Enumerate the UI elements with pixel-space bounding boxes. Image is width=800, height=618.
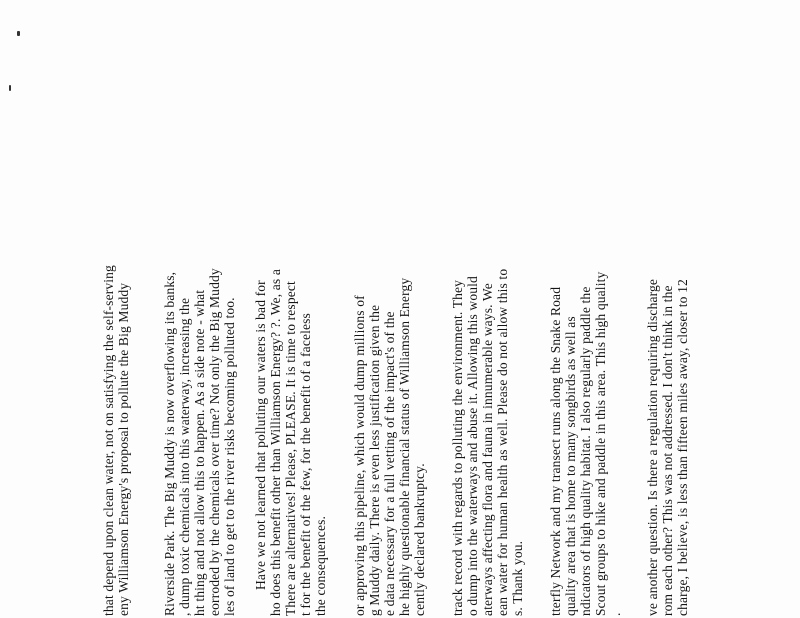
text-line: ho does this benefit other than Williamson Energy? ?. We, as a (268, 269, 283, 616)
text-line: tterfly Network and my transect runs along the Snake Road (548, 286, 563, 616)
text-line: track record with regards to polluting the environment. They (450, 279, 465, 616)
text-line: rom each other? This was not addressed. I don't think in the (660, 285, 675, 616)
text-line: eorroded by the chemicals over time? Not only the Big Muddy (207, 268, 222, 616)
text-line: quality area that is home to many songbirds as well as (563, 316, 578, 616)
scan-speck (9, 85, 11, 91)
text-line: the consequences. (313, 515, 328, 616)
text-line: he highly questionable financial status of Williamson Energy (397, 277, 412, 616)
text-line: , dump toxic chemicals into this waterway, increasing the (177, 297, 192, 616)
text-line: There are alternatives! Please, PLEASE. It is time to respect (283, 281, 298, 616)
text-line: Have we not learned that polluting our waters is bad for (253, 280, 268, 590)
text-line: ndicators of high quality habitat. I also regularly paddle the (578, 286, 593, 616)
text-line: eny Williamson Energy's proposal to pollute the Big Muddy (116, 282, 131, 616)
text-line: or approving this pipeline, which would dump millions of (352, 295, 367, 616)
text-line: e data necessary for a full vetting of the impact's of the (382, 311, 397, 616)
text-line: o dump into the waterways and abuse it. Allowing this would (465, 276, 480, 616)
text-line: Riverside Park. The Big Muddy is now overflowing its banks, (162, 271, 177, 616)
text-line: Scout groups to hike and paddle in this area. This high quality (593, 271, 608, 616)
text-line: aterways affecting flora and fauna in innumerable ways. We (480, 283, 495, 616)
scan-speck (17, 31, 20, 36)
text-line: s. Thank you. (510, 540, 525, 616)
text-line: ht thing and not allow this to happen. As a side note - what (192, 289, 207, 616)
text-line: that depend upon clean water, not on satisfying the self-serving (101, 265, 116, 616)
text-line: cently declared bankruptcy. (412, 463, 427, 616)
text-line: ean water for human health as well. Please do not allow this to (495, 268, 510, 616)
text-line: ve another question. Is there a regulation requiring discharge (645, 278, 660, 616)
text-line: charge, I believe, is less than fifteen miles away, closer to 12 (675, 279, 690, 616)
text-line: g Muddy daily. There is even less justification given the (367, 304, 382, 616)
text-line: t for the benefit of the few, for the benefit of a faceless (298, 313, 313, 616)
text-line: les of land to get to the river risks becoming polluted too. (222, 297, 237, 616)
text-line: . (608, 612, 623, 616)
